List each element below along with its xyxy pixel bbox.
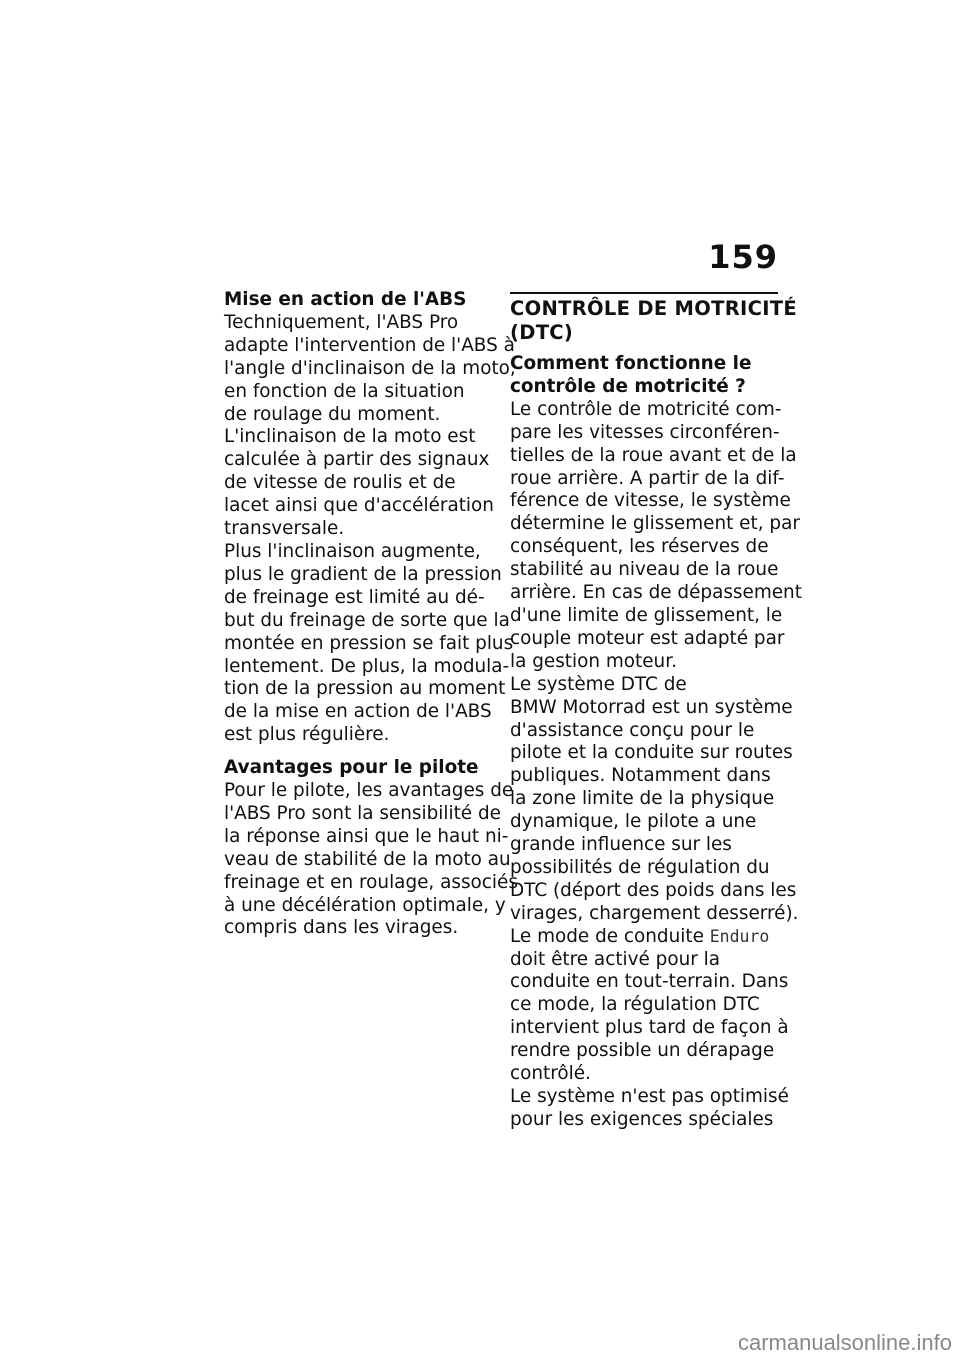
abs-action-body [224,311,516,747]
text-line: conduite en tout-terrain. Dans [510,971,789,993]
text-line: est plus régulière. [224,724,390,746]
text-line: contrôlé. [510,1063,591,1085]
section-abs-action [224,289,516,747]
text-line: but du freinage de sorte que la [224,609,510,631]
section-rule [510,292,778,294]
text-line: L'inclinaison de la moto est [224,426,476,448]
text-line: lacet ainsi que d'accélération [224,495,494,517]
text-line: plus le gradient de la pression [224,563,502,585]
text-line: de freinage est limité au dé- [224,586,485,608]
text-line: (DTC) [510,321,574,344]
page-number: 159 [708,238,778,276]
enduro-mode-prefix: Le mode de conduite [510,925,710,947]
enduro-mode-name: Enduro [709,926,770,946]
footer-watermark: carmanualsonline.info [737,1330,952,1355]
text-line: montée en pression se fait plus [224,632,514,654]
text-line: calculée à partir des signaux [224,449,490,471]
text-line: adapte l'intervention de l'ABS à [224,334,515,356]
text-line: Le système n'est pas optimisé [510,1086,789,1107]
dtc-body-a [510,398,802,926]
text-line: lentement. De plus, la modula- [224,655,510,677]
left-column [224,289,518,940]
subheading-how-dtc-works [510,353,780,399]
text-line: conséquent, les réserves de [510,536,769,558]
dtc-body-b [510,948,789,1132]
enduro-mode-line [510,926,780,949]
section-title-dtc [510,297,797,345]
text-line: la zone limite de la physique [510,788,775,810]
text-line: de la mise en action de l'ABS [224,701,492,723]
text-line: tion de la pression au moment [224,678,506,700]
text-line: en fonction de la situation [224,380,465,402]
text-line: arrière. En cas de dépassement [510,582,802,604]
text-line: compris dans les virages. [224,917,459,939]
text-line: publiques. Notamment dans [510,765,771,787]
text-line: stabilité au niveau de la roue [510,559,779,581]
text-line: CONTRÔLE DE MOTRICITÉ [510,297,797,320]
text-line: d'une limite de glissement, le [510,604,783,626]
text-line: détermine le glissement et, par [510,513,800,535]
text-line: pilote et la conduite sur routes [510,742,793,764]
text-line: rendre possible un dérapage [510,1040,775,1062]
text-line: Pour le pilote, les avantages de [224,780,514,802]
text-line: de vitesse de roulis et de [224,472,456,494]
text-line: de roulage du moment. [224,403,441,425]
text-line: l'ABS Pro sont la sensibilité de [224,802,501,824]
text-line: Le contrôle de motricité com- [510,398,782,420]
text-line: virages, chargement desserré). [510,902,799,924]
text-line: possibilités de régulation du [510,856,770,878]
text-line: Le système DTC de [510,673,687,695]
text-line: intervient plus tard de façon à [510,1017,789,1039]
text-line: Comment fonctionne le [510,353,752,374]
text-line: DTC (déport des poids dans les [510,879,797,901]
text-line: tielles de la roue avant et de la [510,444,797,466]
subheading-pilot-advantages: Avantages pour le pilote [224,757,479,779]
text-line: contrôle de motricité ? [510,375,746,397]
text-line: la gestion moteur. [510,650,677,672]
text-line: transversale. [224,518,345,540]
text-line: Plus l'inclinaison augmente, [224,540,481,562]
text-line: férence de vitesse, le système [510,490,791,512]
text-line: doit être activé pour la [510,948,721,970]
text-line: pour les exigences spéciales [510,1108,774,1130]
subheading-abs-action: Mise en action de l'ABS [224,289,467,310]
text-line: à une décélération optimale, y [224,894,506,916]
section-pilot-advantages [224,757,518,940]
right-column [510,292,802,1132]
text-line: d'assistance conçu pour le [510,719,755,741]
pilot-advantages-body [224,780,518,940]
text-line: ce mode, la régulation DTC [510,994,760,1016]
text-line: couple moteur est adapté par [510,627,785,649]
text-line: dynamique, le pilote a une [510,811,757,833]
text-line: roue arrière. A partir de la dif- [510,467,785,489]
text-line: grande influence sur les [510,834,732,856]
text-line: BMW Motorrad est un système [510,696,793,718]
text-line: la réponse ainsi que le haut ni- [224,825,509,847]
text-line: pare les vitesses circonféren- [510,421,780,443]
text-line: veau de stabilité de la moto au [224,848,511,870]
text-line: freinage et en roulage, associés [224,871,518,893]
text-line: Techniquement, l'ABS Pro [224,311,459,333]
text-line: l'angle d'inclinaison de la moto, [224,357,516,379]
